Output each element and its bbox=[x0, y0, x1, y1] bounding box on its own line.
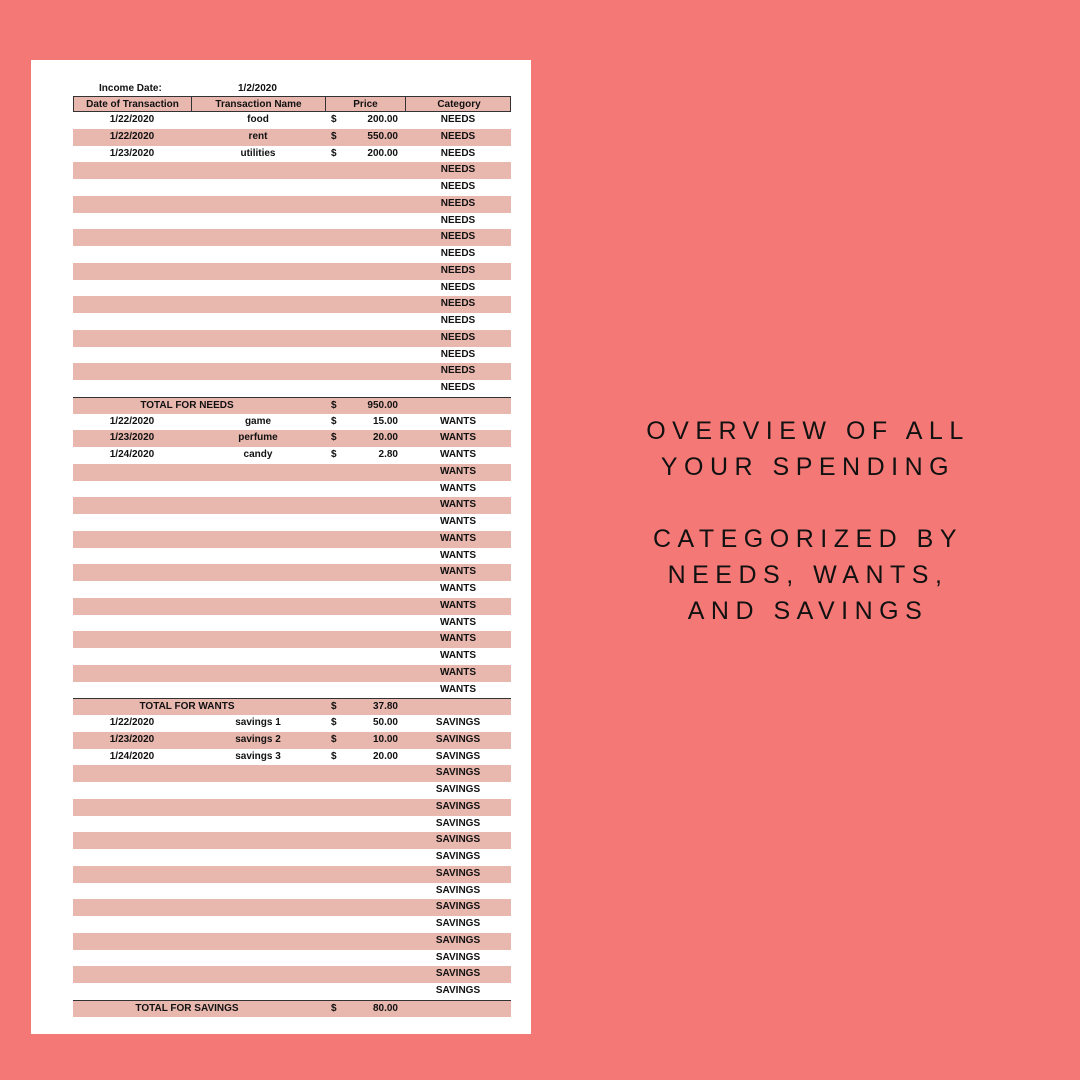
promo-line-3: CATEGORIZED BY bbox=[652, 525, 963, 553]
transaction-category: NEEDS bbox=[440, 114, 476, 125]
currency-symbol: $ bbox=[331, 733, 337, 745]
transaction-date: 1/22/2020 bbox=[109, 415, 155, 427]
transaction-date: 1/23/2020 bbox=[109, 147, 155, 159]
table-row bbox=[73, 715, 511, 732]
table-row bbox=[73, 296, 511, 313]
transaction-category: SAVINGS bbox=[435, 851, 481, 862]
table-row bbox=[73, 531, 511, 548]
transaction-category: SAVINGS bbox=[435, 834, 481, 846]
currency-symbol: $ bbox=[331, 701, 337, 713]
transaction-category: WANTS bbox=[439, 415, 477, 427]
table-row bbox=[73, 950, 511, 967]
table-row bbox=[73, 380, 511, 397]
currency-symbol: $ bbox=[331, 399, 337, 411]
transaction-category: WANTS bbox=[439, 666, 477, 678]
total-amount: 37.80 bbox=[372, 701, 398, 713]
table-header bbox=[73, 96, 511, 112]
transaction-category: NEEDS bbox=[440, 281, 476, 293]
transaction-name: perfume bbox=[238, 432, 278, 444]
transaction-category: NEEDS bbox=[440, 348, 476, 360]
promo-line-5: AND SAVINGS bbox=[687, 597, 929, 625]
header-name: Transaction Name bbox=[192, 97, 326, 111]
promo-line-4: NEEDS, WANTS, bbox=[667, 561, 949, 589]
transaction-category: WANTS bbox=[439, 432, 477, 444]
transaction-category: NEEDS bbox=[440, 197, 476, 209]
transaction-name: game bbox=[244, 415, 272, 427]
transaction-amount: 200.00 bbox=[367, 147, 398, 159]
currency-symbol: $ bbox=[331, 130, 337, 142]
transaction-category: SAVINGS bbox=[435, 968, 481, 980]
table-row bbox=[73, 883, 511, 900]
table-row bbox=[73, 280, 511, 297]
table-row bbox=[73, 548, 511, 565]
table-row bbox=[73, 933, 511, 950]
transaction-name: savings 1 bbox=[235, 717, 281, 728]
transaction-category: WANTS bbox=[439, 616, 477, 628]
transaction-category: SAVINGS bbox=[435, 717, 481, 728]
table-row bbox=[73, 799, 511, 816]
total-row-savings bbox=[73, 1000, 511, 1017]
spending-table bbox=[73, 82, 511, 1017]
table-row bbox=[73, 430, 511, 447]
transaction-category: SAVINGS bbox=[435, 800, 481, 812]
table-row bbox=[73, 112, 511, 129]
table-row bbox=[73, 162, 511, 179]
transaction-category: WANTS bbox=[439, 599, 477, 611]
currency-symbol: $ bbox=[331, 1002, 337, 1014]
income-date-row bbox=[73, 82, 511, 96]
table-row bbox=[73, 263, 511, 280]
header-category: Category bbox=[437, 99, 481, 110]
transaction-name: food bbox=[247, 114, 269, 125]
table-row bbox=[73, 313, 511, 330]
transaction-category: NEEDS bbox=[440, 331, 476, 343]
transaction-amount: 50.00 bbox=[372, 717, 398, 728]
table-row bbox=[73, 146, 511, 163]
table-row bbox=[73, 983, 511, 1000]
transaction-category: NEEDS bbox=[440, 264, 476, 276]
transaction-category: SAVINGS bbox=[435, 901, 481, 913]
table-row bbox=[73, 481, 511, 498]
transaction-category: WANTS bbox=[439, 583, 477, 594]
table-row bbox=[73, 832, 511, 849]
table-row bbox=[73, 816, 511, 833]
transaction-category: WANTS bbox=[439, 516, 477, 527]
total-amount: 950.00 bbox=[367, 399, 398, 411]
transaction-category: SAVINGS bbox=[435, 884, 481, 896]
transaction-category: SAVINGS bbox=[435, 951, 481, 963]
transaction-category: NEEDS bbox=[440, 231, 476, 243]
table-row bbox=[73, 631, 511, 648]
transaction-category: WANTS bbox=[439, 549, 477, 561]
transaction-category: NEEDS bbox=[440, 382, 476, 393]
transaction-amount: 20.00 bbox=[372, 750, 398, 762]
table-row bbox=[73, 782, 511, 799]
transaction-date: 1/24/2020 bbox=[109, 449, 155, 460]
table-row bbox=[73, 866, 511, 883]
table-row bbox=[73, 732, 511, 749]
currency-symbol: $ bbox=[331, 432, 337, 444]
transaction-category: WANTS bbox=[439, 499, 477, 511]
table-row bbox=[73, 564, 511, 581]
table-row bbox=[73, 581, 511, 598]
table-row bbox=[73, 129, 511, 146]
transaction-category: WANTS bbox=[439, 633, 477, 645]
currency-symbol: $ bbox=[331, 717, 337, 728]
table-row bbox=[73, 749, 511, 766]
table-row bbox=[73, 347, 511, 364]
transaction-category: NEEDS bbox=[440, 315, 476, 326]
transaction-date: 1/23/2020 bbox=[109, 733, 155, 745]
currency-symbol: $ bbox=[331, 114, 337, 125]
total-row-needs bbox=[73, 397, 511, 414]
transaction-name: candy bbox=[243, 449, 273, 460]
transaction-category: SAVINGS bbox=[435, 767, 481, 779]
total-label: TOTAL FOR NEEDS bbox=[140, 399, 234, 411]
table-row bbox=[73, 246, 511, 263]
income-date-value: 1/2/2020 bbox=[238, 83, 277, 94]
transaction-category: NEEDS bbox=[440, 147, 476, 159]
currency-symbol: $ bbox=[331, 449, 337, 460]
transaction-amount: 20.00 bbox=[372, 432, 398, 444]
table-row bbox=[73, 363, 511, 380]
table-row bbox=[73, 464, 511, 481]
table-row bbox=[73, 497, 511, 514]
table-row bbox=[73, 916, 511, 933]
transaction-category: NEEDS bbox=[440, 164, 476, 176]
transaction-category: SAVINGS bbox=[435, 985, 481, 996]
table-row bbox=[73, 682, 511, 699]
transaction-amount: 10.00 bbox=[372, 733, 398, 745]
transaction-amount: 550.00 bbox=[367, 130, 398, 142]
transaction-category: NEEDS bbox=[440, 298, 476, 310]
transaction-category: WANTS bbox=[439, 566, 477, 578]
table-row bbox=[73, 414, 511, 431]
header-price: Price bbox=[326, 97, 406, 111]
transaction-category: SAVINGS bbox=[435, 934, 481, 946]
table-row bbox=[73, 447, 511, 464]
table-body bbox=[73, 112, 511, 1017]
table-row bbox=[73, 514, 511, 531]
transaction-name: rent bbox=[248, 130, 268, 142]
promo-line-2: YOUR SPENDING bbox=[660, 453, 956, 481]
transaction-amount: 200.00 bbox=[367, 114, 398, 125]
transaction-category: WANTS bbox=[439, 532, 477, 544]
table-row bbox=[73, 213, 511, 230]
table-row bbox=[73, 196, 511, 213]
promo-text bbox=[560, 413, 1056, 629]
table-row bbox=[73, 966, 511, 983]
total-amount: 80.00 bbox=[372, 1002, 398, 1014]
currency-symbol: $ bbox=[331, 750, 337, 762]
income-date-label: Income Date: bbox=[99, 83, 162, 94]
transaction-category: NEEDS bbox=[440, 130, 476, 142]
table-row bbox=[73, 665, 511, 682]
transaction-name: savings 2 bbox=[235, 733, 281, 745]
budget-sheet bbox=[31, 60, 531, 1034]
header-date: Date of Transaction bbox=[74, 97, 192, 111]
total-label: TOTAL FOR SAVINGS bbox=[135, 1002, 239, 1014]
currency-symbol: $ bbox=[331, 415, 337, 427]
total-row-wants bbox=[73, 698, 511, 715]
table-row bbox=[73, 849, 511, 866]
transaction-category: SAVINGS bbox=[435, 784, 481, 795]
transaction-date: 1/22/2020 bbox=[109, 130, 155, 142]
transaction-category: WANTS bbox=[439, 465, 477, 477]
table-row bbox=[73, 899, 511, 916]
table-row bbox=[73, 179, 511, 196]
transaction-category: WANTS bbox=[439, 650, 477, 661]
transaction-date: 1/22/2020 bbox=[109, 717, 155, 728]
table-row bbox=[73, 648, 511, 665]
transaction-date: 1/23/2020 bbox=[109, 432, 155, 444]
table-row bbox=[73, 229, 511, 246]
transaction-category: SAVINGS bbox=[435, 817, 481, 829]
table-row bbox=[73, 598, 511, 615]
transaction-category: WANTS bbox=[439, 449, 477, 460]
transaction-date: 1/24/2020 bbox=[109, 750, 155, 762]
transaction-category: SAVINGS bbox=[435, 918, 481, 929]
transaction-category: SAVINGS bbox=[435, 867, 481, 879]
table-row bbox=[73, 330, 511, 347]
transaction-category: NEEDS bbox=[440, 214, 476, 226]
transaction-name: utilities bbox=[240, 147, 276, 159]
transaction-amount: 2.80 bbox=[378, 449, 398, 460]
total-label: TOTAL FOR WANTS bbox=[139, 701, 235, 713]
transaction-category: NEEDS bbox=[440, 248, 476, 259]
transaction-category: NEEDS bbox=[440, 365, 476, 377]
transaction-name: savings 3 bbox=[235, 750, 281, 762]
transaction-category: WANTS bbox=[439, 683, 477, 695]
transaction-category: NEEDS bbox=[440, 181, 476, 192]
table-row bbox=[73, 615, 511, 632]
transaction-category: SAVINGS bbox=[435, 733, 481, 745]
transaction-category: WANTS bbox=[439, 482, 477, 494]
currency-symbol: $ bbox=[331, 147, 337, 159]
transaction-amount: 15.00 bbox=[372, 415, 398, 427]
transaction-date: 1/22/2020 bbox=[109, 114, 155, 125]
transaction-category: SAVINGS bbox=[435, 750, 481, 762]
promo-line-1: OVERVIEW OF ALL bbox=[646, 417, 970, 445]
table-row bbox=[73, 765, 511, 782]
